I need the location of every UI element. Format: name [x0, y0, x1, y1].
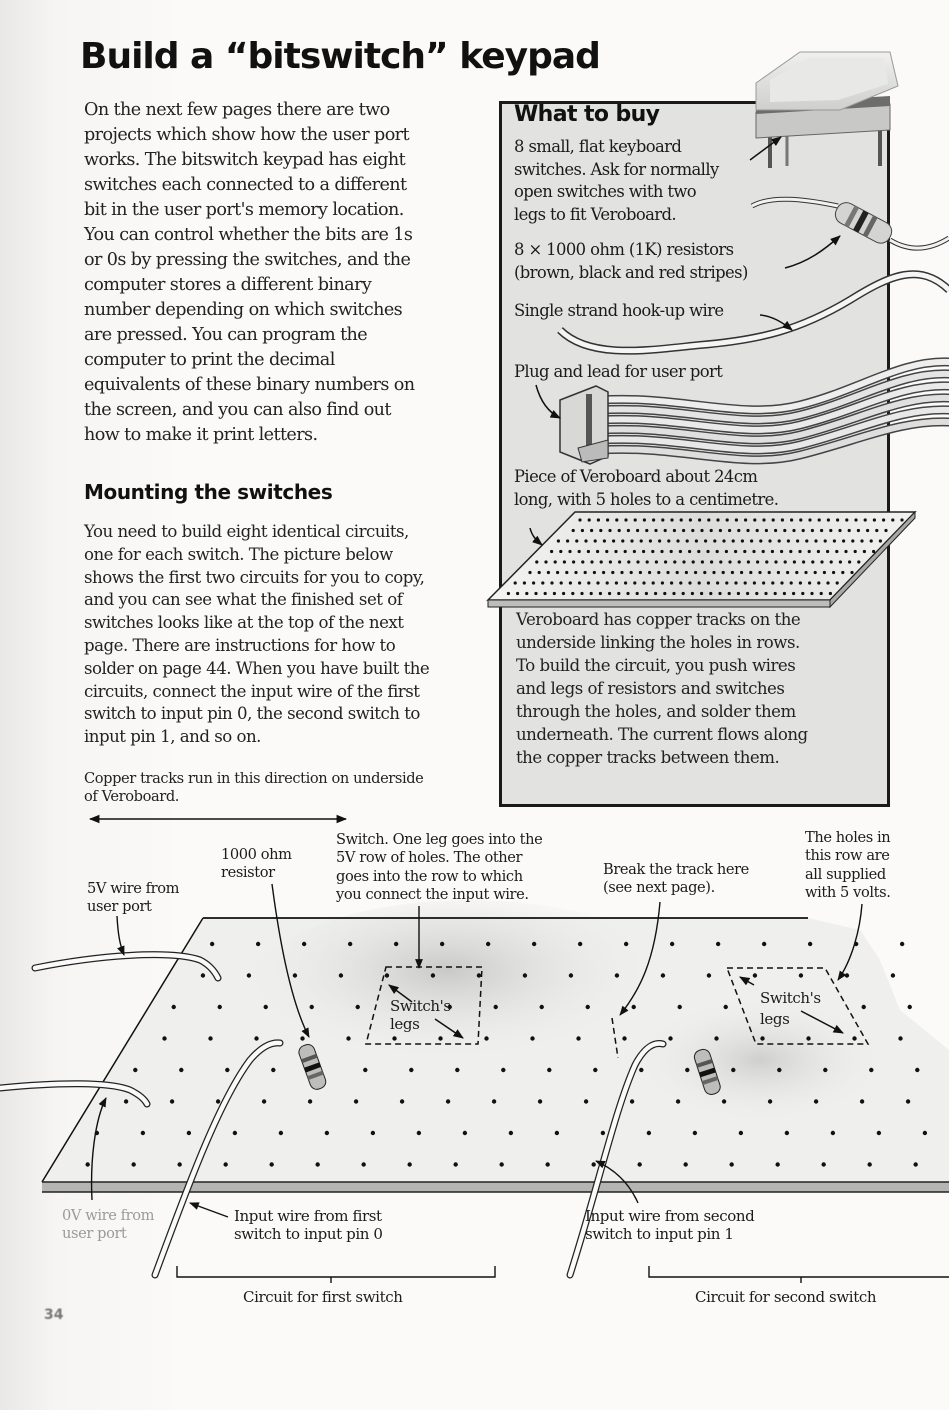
- hole-dot: [325, 1131, 329, 1135]
- veroboard-large: [42, 900, 949, 1192]
- mounting-line: switches looks like at the top of the next: [84, 613, 404, 633]
- hole-dot: [141, 1131, 145, 1135]
- label-switch-legs-2: [760, 988, 821, 1030]
- label-circuit-1: Circuit for first switch: [243, 1288, 403, 1306]
- hole-dot: [814, 1099, 818, 1103]
- hole-dot: [446, 1099, 450, 1103]
- hole-dot: [499, 1162, 503, 1166]
- hole-dot: [622, 1036, 626, 1040]
- hole-dot: [162, 1036, 166, 1040]
- hole-dot: [492, 1099, 496, 1103]
- intro-line: You can control whether the bits are 1s: [84, 225, 413, 245]
- hole-dot: [584, 1099, 588, 1103]
- label-switch-legs-1: [390, 997, 451, 1033]
- pointer-5v-wire: [117, 916, 124, 955]
- hole-dot: [310, 1005, 314, 1009]
- hole-dot: [615, 973, 619, 977]
- label-line: switch to input pin 0: [234, 1225, 383, 1244]
- label-line: legs: [760, 1010, 790, 1028]
- hole-dot: [729, 1162, 733, 1166]
- hole-dot: [591, 1162, 595, 1166]
- hole-dot: [639, 1068, 643, 1072]
- hole-dot: [172, 1005, 176, 1009]
- hole-dot: [308, 1099, 312, 1103]
- label-line: user port: [87, 898, 152, 916]
- intro-line: On the next few pages there are two: [84, 100, 390, 120]
- hole-dot: [555, 1131, 559, 1135]
- hole-dot: [262, 1099, 266, 1103]
- intro-line: number depending on which switches: [84, 300, 403, 320]
- label-line: The holes in: [805, 829, 891, 846]
- hole-dot: [247, 973, 251, 977]
- label-line: goes into the row to which: [336, 867, 523, 885]
- hole-dot: [601, 1131, 605, 1135]
- hole-dot: [346, 1036, 350, 1040]
- label-resistor: [221, 846, 292, 883]
- hole-dot: [293, 973, 297, 977]
- hole-dot: [862, 1005, 866, 1009]
- hole-dot: [724, 1005, 728, 1009]
- hole-dot: [417, 1131, 421, 1135]
- hole-dot: [630, 1099, 634, 1103]
- hole-dot: [133, 1068, 137, 1072]
- hole-dot: [860, 1099, 864, 1103]
- hole-dot: [356, 1005, 360, 1009]
- label-line: Switch. One leg goes into the: [336, 831, 543, 848]
- hole-dot: [852, 1036, 856, 1040]
- hole-dot: [371, 1131, 375, 1135]
- buy-line: legs to fit Veroboard.: [514, 204, 677, 224]
- label-line: you connect the input wire.: [336, 886, 529, 904]
- hole-dot: [586, 1005, 590, 1009]
- hole-dot: [216, 1099, 220, 1103]
- hole-dot: [900, 942, 904, 946]
- hole-dot: [177, 1162, 181, 1166]
- hole-dot: [409, 1068, 413, 1072]
- hole-dot: [530, 1036, 534, 1040]
- mounting-line: page. There are instructions for how to: [84, 635, 396, 655]
- hole-dot: [762, 942, 766, 946]
- intro-line: are pressed. You can program the: [84, 325, 368, 345]
- hole-dot: [714, 1036, 718, 1040]
- mounting-line: input pin 1, and so on.: [84, 727, 261, 747]
- mounting-line: shows the first two circuits for you to copy,: [84, 567, 425, 587]
- hole-dot: [279, 1131, 283, 1135]
- hole-dot: [431, 973, 435, 977]
- mounting-line: switch to input pin 0, the second switch to: [84, 704, 420, 724]
- label-input-wire-1: [234, 1207, 383, 1244]
- hole-dot: [670, 942, 674, 946]
- hole-dot: [453, 1162, 457, 1166]
- bracket-circuit-2: [649, 1266, 949, 1283]
- hole-dot: [509, 1131, 513, 1135]
- hole-dot: [716, 942, 720, 946]
- intro-line: equivalents of these binary numbers on: [84, 375, 415, 395]
- label-line: Break the track here: [603, 861, 749, 878]
- hole-dot: [269, 1162, 273, 1166]
- buy-line: Plug and lead for user port: [514, 362, 723, 381]
- hole-dot: [785, 1131, 789, 1135]
- hole-dot: [760, 1036, 764, 1040]
- hole-dot: [210, 942, 214, 946]
- note-line: To build the circuit, you push wires: [516, 656, 796, 675]
- note-line: underside linking the holes in rows.: [516, 633, 800, 652]
- buy-line: 8 × 1000 ohm (1K) resistors: [514, 240, 734, 259]
- hole-dot: [484, 1036, 488, 1040]
- hole-dot: [545, 1162, 549, 1166]
- hole-dot: [647, 1131, 651, 1135]
- note-line: and legs of resistors and switches: [516, 679, 785, 698]
- hole-dot: [532, 942, 536, 946]
- label-line: 5V wire from: [87, 880, 180, 897]
- hole-dot: [806, 1036, 810, 1040]
- hole-dot: [254, 1036, 258, 1040]
- hole-dot: [739, 1131, 743, 1135]
- hole-dot: [753, 973, 757, 977]
- intro-line: the screen, and you can also find out: [84, 400, 391, 420]
- what-to-buy-heading: What to buy: [514, 102, 660, 127]
- hole-dot: [407, 1162, 411, 1166]
- page-number: 34: [44, 1307, 64, 1323]
- label-line: this row are: [805, 847, 890, 865]
- label-circuit-2: Circuit for second switch: [695, 1288, 877, 1306]
- label-line: resistor: [221, 864, 275, 882]
- hole-dot: [808, 942, 812, 946]
- label-line: user port: [62, 1225, 127, 1243]
- hole-dot: [540, 1005, 544, 1009]
- label-input-wire-2: [585, 1207, 754, 1244]
- label-line: 0V wire from: [62, 1207, 155, 1224]
- label-5v-row: [805, 829, 890, 903]
- hole-dot: [501, 1068, 505, 1072]
- hole-dot: [831, 1131, 835, 1135]
- note-line: Veroboard has copper tracks on the: [516, 610, 801, 629]
- hole-dot: [668, 1036, 672, 1040]
- hole-dot: [898, 1036, 902, 1040]
- hole-dot: [908, 1005, 912, 1009]
- hole-dot: [85, 1162, 89, 1166]
- hole-dot: [187, 1131, 191, 1135]
- hole-dot: [225, 1068, 229, 1072]
- hole-dot: [845, 973, 849, 977]
- hole-dot: [315, 1162, 319, 1166]
- buy-line: (brown, black and red stripes): [514, 262, 748, 282]
- hole-dot: [131, 1162, 135, 1166]
- label-line: switch to input pin 1: [585, 1225, 734, 1244]
- buy-line: long, with 5 holes to a centimetre.: [514, 489, 779, 509]
- intro-line: switches each connected to a different: [84, 175, 407, 195]
- mounting-line: solder on page 44. When you have built the: [84, 658, 430, 678]
- hole-dot: [455, 1068, 459, 1072]
- hole-dot: [624, 942, 628, 946]
- hole-dot: [271, 1068, 275, 1072]
- hole-dot: [593, 1068, 597, 1072]
- intro-line: works. The bitswitch keypad has eight: [84, 150, 406, 170]
- hole-dot: [477, 973, 481, 977]
- hole-dot: [661, 973, 665, 977]
- hole-dot: [348, 942, 352, 946]
- page-title: Build a “bitswitch” keypad: [80, 36, 600, 77]
- hole-dot: [363, 1068, 367, 1072]
- intro-line: or 0s by pressing the switches, and the: [84, 250, 411, 270]
- hole-dot: [823, 1068, 827, 1072]
- hole-dot: [440, 942, 444, 946]
- hole-dot: [915, 1068, 919, 1072]
- hole-dot: [218, 1005, 222, 1009]
- note-line: through the holes, and solder them: [516, 702, 796, 721]
- pointer-input-wire-1: [190, 1203, 228, 1217]
- hole-dot: [569, 973, 573, 977]
- hole-dot: [775, 1162, 779, 1166]
- hole-dot: [463, 1131, 467, 1135]
- copper-note-line: Copper tracks run in this direction on underside: [84, 770, 424, 787]
- hole-dot: [777, 1068, 781, 1072]
- hole-dot: [678, 1005, 682, 1009]
- label-line: Switch's: [760, 989, 821, 1007]
- hole-dot: [170, 1099, 174, 1103]
- hole-dot: [799, 973, 803, 977]
- section-heading-mounting: Mounting the switches: [84, 480, 333, 504]
- label-line: legs: [390, 1015, 420, 1033]
- label-switch: [336, 831, 542, 905]
- hole-dot: [632, 1005, 636, 1009]
- mounting-line: You need to build eight identical circuits,: [84, 522, 409, 541]
- hole-dot: [676, 1099, 680, 1103]
- label-line: Input wire from second: [585, 1207, 755, 1225]
- hole-dot: [392, 1036, 396, 1040]
- intro-line: bit in the user port's memory location.: [84, 200, 404, 220]
- hole-dot: [693, 1131, 697, 1135]
- intro-line: computer to print the decimal: [84, 350, 335, 370]
- hole-dot: [124, 1099, 128, 1103]
- hole-dot: [264, 1005, 268, 1009]
- hole-dot: [821, 1162, 825, 1166]
- hole-dot: [722, 1099, 726, 1103]
- hole-dot: [233, 1131, 237, 1135]
- hole-dot: [877, 1131, 881, 1135]
- hole-dot: [385, 973, 389, 977]
- hole-dot: [891, 973, 895, 977]
- hole-dot: [438, 1036, 442, 1040]
- mounting-line: circuits, connect the input wire of the first: [84, 681, 420, 701]
- note-line: underneath. The current flows along: [516, 725, 808, 744]
- intro-line: projects which show how the user port: [84, 125, 409, 145]
- label-line: Switch's: [390, 997, 451, 1015]
- label-line: all supplied: [805, 865, 886, 883]
- buy-line: Piece of Veroboard about 24cm: [514, 467, 758, 486]
- buy-line: open switches with two: [514, 182, 697, 202]
- hole-dot: [523, 973, 527, 977]
- mounting-line: and you can see what the finished set of: [84, 590, 403, 610]
- hole-dot: [201, 973, 205, 977]
- label-0v-wire: [62, 1207, 154, 1244]
- hole-dot: [906, 1099, 910, 1103]
- hole-dot: [538, 1099, 542, 1103]
- hole-dot: [869, 1068, 873, 1072]
- label-line: Input wire from first: [234, 1207, 382, 1225]
- label-line: 5V row of holes. The other: [336, 849, 523, 867]
- copper-note-line: of Veroboard.: [84, 788, 180, 805]
- hole-dot: [494, 1005, 498, 1009]
- hole-dot: [394, 942, 398, 946]
- hole-dot: [302, 942, 306, 946]
- hole-dot: [637, 1162, 641, 1166]
- label-line: (see next page).: [603, 879, 715, 897]
- hole-dot: [354, 1099, 358, 1103]
- hole-dot: [400, 1099, 404, 1103]
- label-break-track: [603, 861, 749, 898]
- hole-dot: [913, 1162, 917, 1166]
- hole-dot: [179, 1068, 183, 1072]
- intro-line: how to make it print letters.: [84, 425, 318, 445]
- hole-dot: [339, 973, 343, 977]
- hole-dot: [256, 942, 260, 946]
- hole-dot: [208, 1036, 212, 1040]
- bracket-circuit-1: [177, 1266, 495, 1283]
- buy-line: Single strand hook-up wire: [514, 301, 724, 320]
- hole-dot: [731, 1068, 735, 1072]
- hole-dot: [576, 1036, 580, 1040]
- hole-dot: [685, 1068, 689, 1072]
- hole-dot: [867, 1162, 871, 1166]
- hole-dot: [547, 1068, 551, 1072]
- hole-dot: [768, 1099, 772, 1103]
- label-line: with 5 volts.: [805, 884, 891, 902]
- buy-line: switches. Ask for normally: [514, 159, 719, 179]
- label-line: 1000 ohm: [221, 846, 292, 863]
- hole-dot: [486, 942, 490, 946]
- hole-dot: [223, 1162, 227, 1166]
- buy-line: 8 small, flat keyboard: [514, 137, 682, 156]
- label-5v-wire: [87, 880, 179, 917]
- hole-dot: [683, 1162, 687, 1166]
- hole-dot: [707, 973, 711, 977]
- note-line: the copper tracks between them.: [516, 748, 780, 767]
- hole-dot: [578, 942, 582, 946]
- mounting-line: one for each switch. The picture below: [84, 544, 393, 564]
- hole-dot: [361, 1162, 365, 1166]
- hole-dot: [923, 1131, 927, 1135]
- hole-dot: [300, 1036, 304, 1040]
- intro-line: computer stores a different binary: [84, 275, 372, 295]
